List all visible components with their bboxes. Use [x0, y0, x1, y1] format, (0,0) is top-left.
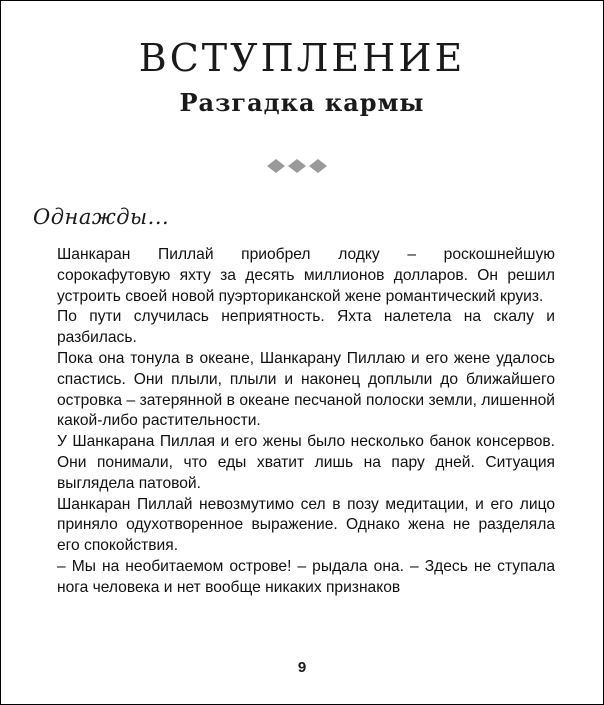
chapter-title: ВСТУПЛЕНИЕ — [138, 36, 466, 80]
page-number: 9 — [297, 659, 307, 676]
diamond-icon — [267, 159, 285, 173]
paragraph: По пути случилась неприятность. Яхта налетела на скалу и разбилась. — [57, 308, 555, 347]
diamond-icon — [309, 159, 327, 173]
intro-word: Однажды... — [33, 205, 170, 229]
paragraph: Пока она тонула в океане, Шанкарану Пиллаю и его жене удалось спастись. Они плыли, плыли и наконец доплыли до ближайшего островка – затерянной в океане песчаной полоски земли, лишенной какой-либо растительности. — [57, 349, 555, 430]
paragraph: Шанкаран Пиллай невозмутимо сел в позу медитации, и его лицо приняло одухотворенное выражение. Однако жена не разделяла его спокойствия. — [57, 495, 555, 555]
chapter-subtitle: Разгадка кармы — [179, 88, 425, 117]
story-text — [57, 245, 555, 599]
paragraph: У Шанкарана Пиллая и его жены было несколько банок консервов. Они понимали, что еды хватит лишь на пару дней. Ситуация выглядела патовой. — [57, 433, 555, 492]
paragraph: – Мы на необитаемом острове! – рыдала она. – Здесь не ступала нога человека и нет вообще никаких признаков — [57, 557, 555, 596]
paragraph: Шанкаран Пиллай приобрел лодку – роскошнейшую сорокафутовую яхту за десять миллионов долларов. Он решил устроить своей новой пуэрториканской жене романтический круиз. — [57, 246, 555, 305]
diamond-ornament — [267, 159, 327, 173]
diamond-icon — [288, 159, 306, 173]
